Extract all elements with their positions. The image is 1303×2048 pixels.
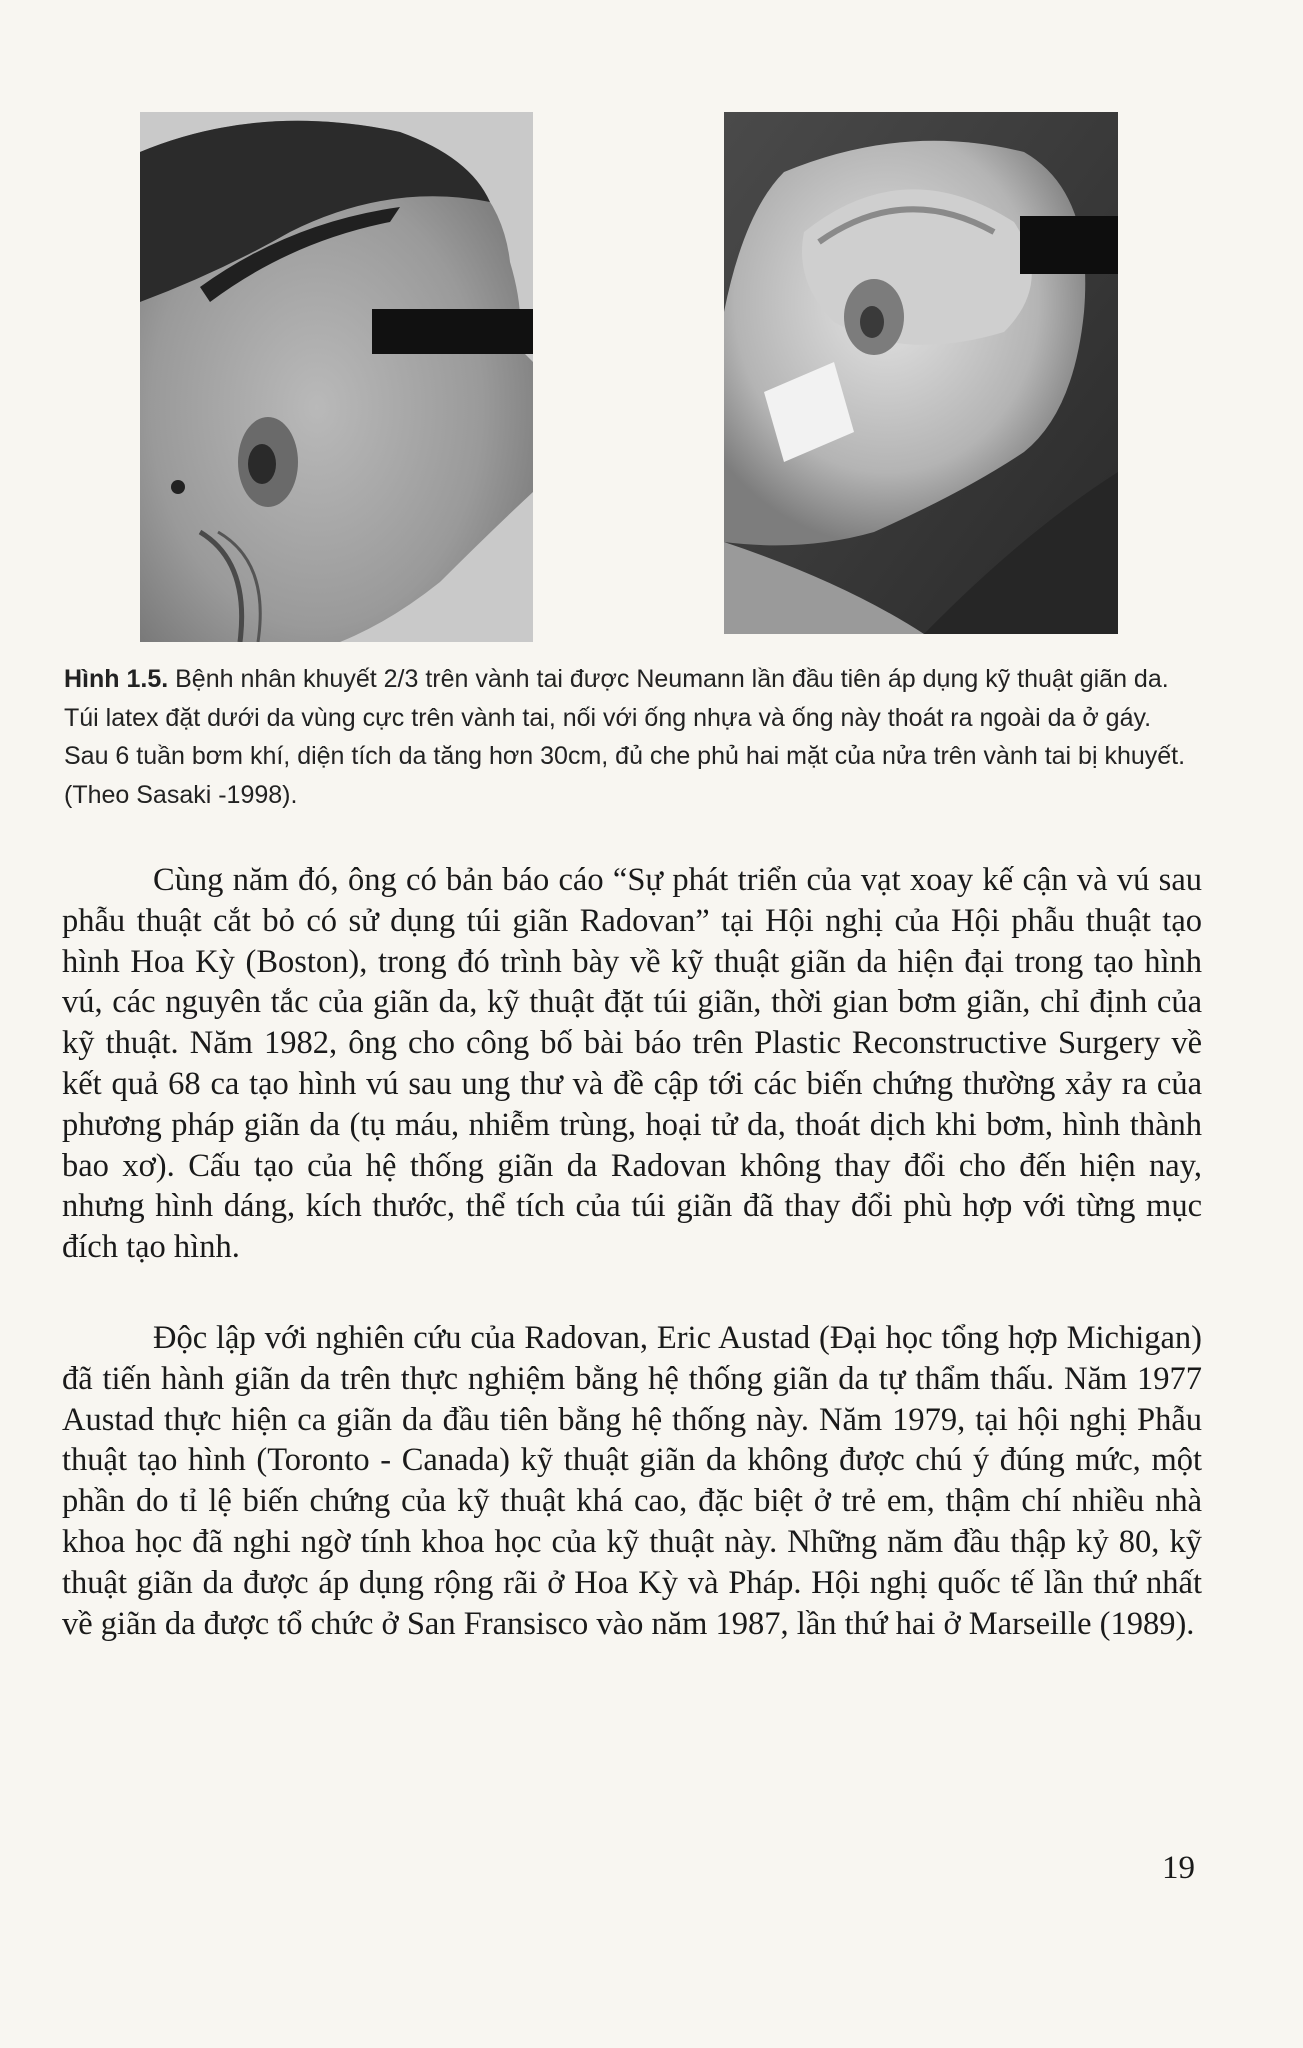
body-paragraph: Độc lập với nghiên cứu của Radovan, Eric Austad (Đại học tổng hợp Michigan) đã tiến hành giãn da trên thực nghiệm bằng hệ thống giãn da tự thẩm thấu. Năm 1977 Austad thực hiện ca giãn da đầu tiên bằng hệ thống này. Năm 1979, tại hội nghị Phẫu thuật tạo hình (Toronto - Canada) kỹ thuật giãn da không được chú ý đúng mức, một phần do tỉ lệ biến chứng của kỹ thuật khá cao, đặc biệt ở trẻ em, thậm chí nhiều nhà khoa học đã nghi ngờ tính khoa học của kỹ thuật này. Những năm đầu thập kỷ 80, kỹ thuật giãn da được áp dụng rộng rãi ở Hoa Kỳ và Pháp. Hội nghị quốc tế lần thứ nhất về giãn da được tổ chức ở San Fransisco vào năm 1987, lần thứ hai ở Marseille (1989). [62,1320,1202,1642]
figure-caption [64,660,1199,814]
patient-photo-before [140,112,533,642]
patient-photo-expanded [724,112,1118,634]
body-paragraph: Cùng năm đó, ông có bản báo cáo “Sự phát triển của vạt xoay kế cận và vú sau phẫu thuật cắt bỏ có sử dụng túi giãn Radovan” tại Hội nghị của Hội phẫu thuật tạo hình Hoa Kỳ (Boston), trong đó trình bày về kỹ thuật giãn da hiện đại trong tạo hình vú, các nguyên tắc của giãn da, kỹ thuật đặt túi giãn, thời gian bơm giãn, chỉ định của kỹ thuật. Năm 1982, ông cho công bố bài báo trên Plastic Reconstructive Surgery về kết quả 68 ca tạo hình vú sau ung thư và đề cập tới các biến chứng thường xảy ra của phương pháp giãn da (tụ máu, nhiễm trùng, hoại tử da, thoát dịch khi bơm, hình thành bao xơ). Cấu tạo của hệ thống giãn da Radovan không thay đổi cho đến hiện nay, nhưng hình dáng, kích thước, thể tích của túi giãn đã thay đổi phù hợp với từng mục đích tạo hình. [62,862,1202,1266]
figure-label: Hình 1.5. [64,665,169,693]
figure-caption-text: Bệnh nhân khuyết 2/3 trên vành tai được Neumann lần đầu tiên áp dụng kỹ thuật giãn da. Túi latex đặt dưới da vùng cực trên vành tai, nối với ống nhựa và ống này thoát ra ngoài da ở gáy. Sau 6 tuần bơm khí, diện tích da tăng hơn 30cm, đủ che phủ hai mặt của nửa trên vành tai bị khuyết. (Theo Sasaki -1998). [64,665,1186,809]
page-number: 19 [1162,1850,1195,1886]
